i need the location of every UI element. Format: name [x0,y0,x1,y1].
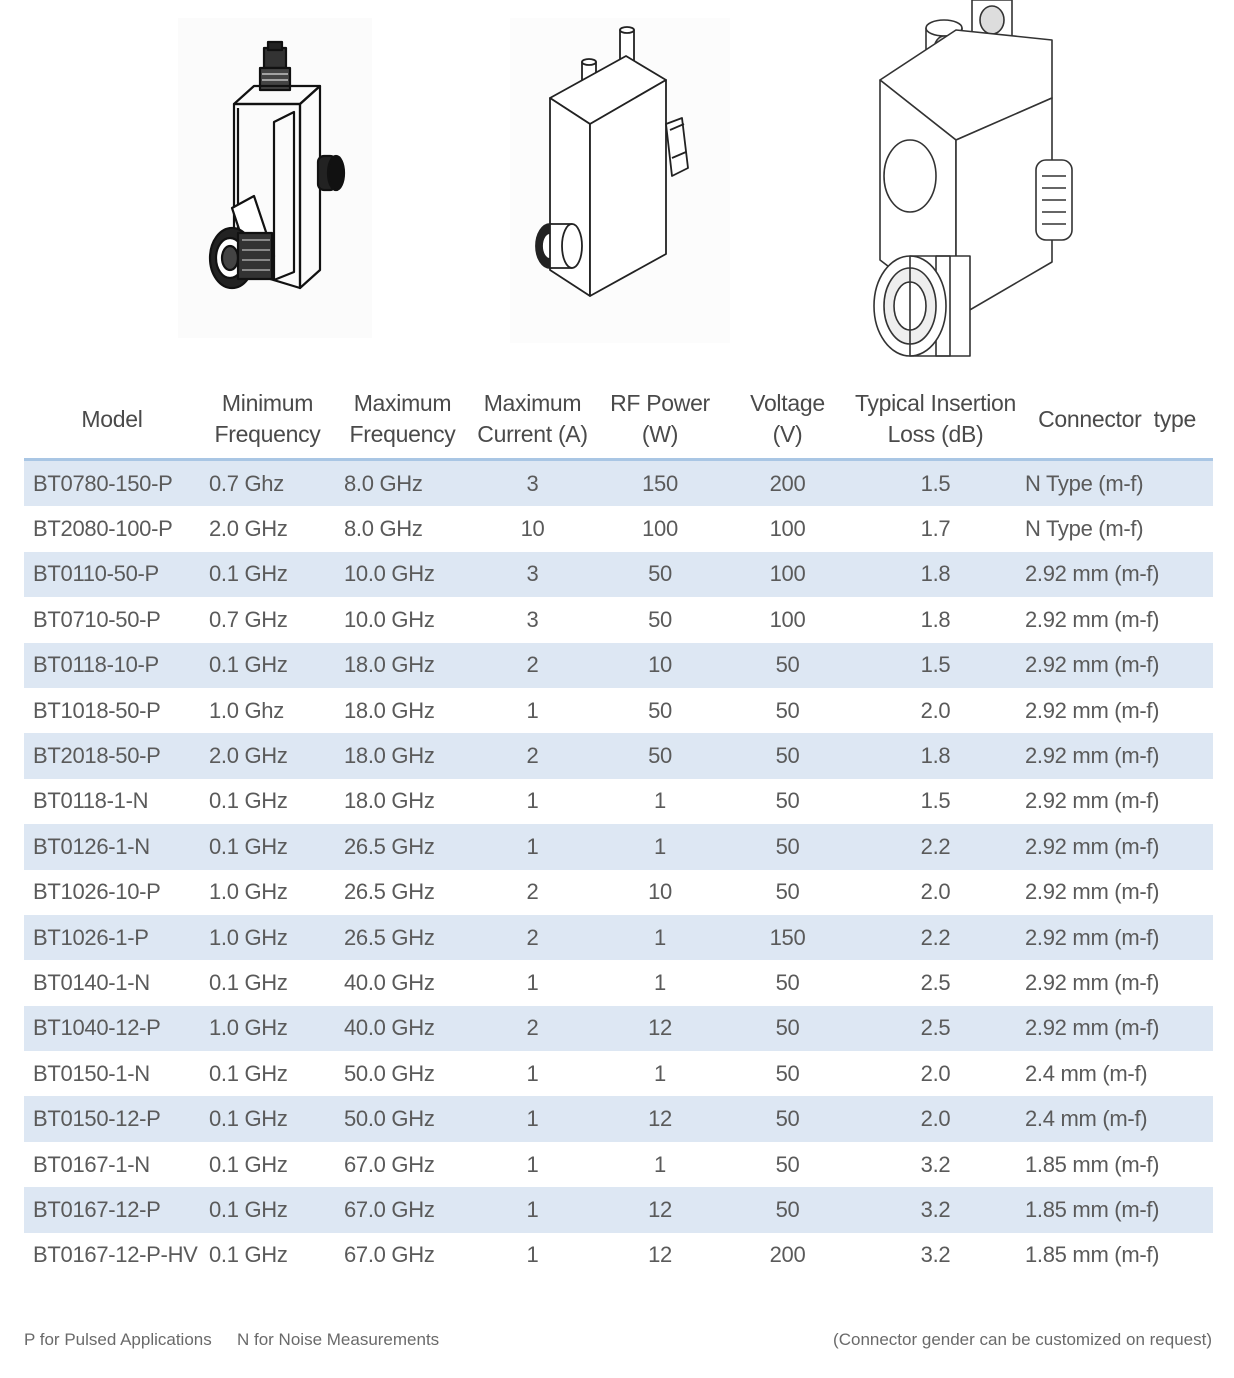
cell-voltage: 50 [725,733,850,778]
cell-max-frequency: 8.0 GHz [335,460,470,507]
cell-model: BT0167-12-P [24,1187,200,1232]
cell-model: BT0118-1-N [24,779,200,824]
cell-insertion-loss: 2.0 [850,688,1021,733]
cell-min-frequency: 0.1 GHz [200,1051,335,1096]
cell-model: BT1040-12-P [24,1006,200,1051]
cell-model: BT0118-10-P [24,643,200,688]
header-max-frequency: Maximum Frequency [335,380,470,460]
bias-tee-bnc-svg [860,0,1100,368]
bias-tee-compact-svg [178,18,372,338]
cell-max-current: 1 [470,779,595,824]
table-header-row [24,380,1213,460]
table-row [24,643,1213,688]
cell-min-frequency: 0.1 GHz [200,960,335,1005]
cell-max-current: 3 [470,552,595,597]
header-voltage: Voltage (V) [725,380,850,460]
table-row [24,552,1213,597]
cell-voltage: 50 [725,960,850,1005]
cell-max-frequency: 18.0 GHz [335,733,470,778]
cell-insertion-loss: 2.0 [850,1096,1021,1141]
cell-min-frequency: 0.1 GHz [200,1142,335,1187]
table-row [24,1051,1213,1096]
cell-min-frequency: 0.1 GHz [200,779,335,824]
cell-insertion-loss: 1.8 [850,552,1021,597]
cell-max-current: 1 [470,1051,595,1096]
cell-rf-power: 1 [595,779,725,824]
cell-model: BT1018-50-P [24,688,200,733]
table-row [24,688,1213,733]
cell-max-current: 2 [470,733,595,778]
cell-max-current: 3 [470,460,595,507]
cell-min-frequency: 1.0 GHz [200,1006,335,1051]
table-body [24,460,1213,1279]
cell-max-current: 2 [470,915,595,960]
cell-max-current: 1 [470,824,595,869]
table-row [24,460,1213,507]
cell-model: BT2080-100-P [24,506,200,551]
product-images [0,0,1234,370]
cell-max-current: 3 [470,597,595,642]
cell-rf-power: 1 [595,960,725,1005]
cell-min-frequency: 0.1 GHz [200,1233,335,1278]
table-row [24,915,1213,960]
cell-rf-power: 50 [595,552,725,597]
bias-tee-spec-table [24,380,1213,1278]
cell-model: BT0780-150-P [24,460,200,507]
cell-model: BT0167-12-P-HV [24,1233,200,1278]
cell-insertion-loss: 1.5 [850,779,1021,824]
cell-max-frequency: 50.0 GHz [335,1051,470,1096]
cell-max-frequency: 26.5 GHz [335,915,470,960]
table-row [24,1096,1213,1141]
cell-max-frequency: 18.0 GHz [335,643,470,688]
cell-model: BT0710-50-P [24,597,200,642]
cell-min-frequency: 2.0 GHz [200,506,335,551]
cell-connector-type: 2.92 mm (m-f) [1021,552,1213,597]
cell-model: BT1026-1-P [24,915,200,960]
cell-model: BT1026-10-P [24,870,200,915]
table-row [24,824,1213,869]
cell-connector-type: 2.92 mm (m-f) [1021,1006,1213,1051]
cell-max-current: 1 [470,1142,595,1187]
cell-rf-power: 50 [595,688,725,733]
cell-voltage: 100 [725,506,850,551]
cell-rf-power: 10 [595,870,725,915]
header-max-current: Maximum Current (A) [470,380,595,460]
cell-voltage: 50 [725,688,850,733]
cell-max-current: 1 [470,1233,595,1278]
cell-connector-type: 2.92 mm (m-f) [1021,779,1213,824]
bias-tee-dual-post-drawing [510,18,730,343]
cell-max-frequency: 40.0 GHz [335,960,470,1005]
cell-max-frequency: 67.0 GHz [335,1142,470,1187]
header-insertion-loss: Typical Insertion Loss (dB) [850,380,1021,460]
cell-rf-power: 12 [595,1096,725,1141]
cell-max-current: 10 [470,506,595,551]
footnote-connector-gender: (Connector gender can be customized on request) [833,1330,1212,1349]
cell-insertion-loss: 2.2 [850,915,1021,960]
cell-connector-type: 2.92 mm (m-f) [1021,597,1213,642]
cell-max-frequency: 50.0 GHz [335,1096,470,1141]
header-connector-type: Connector type [1021,380,1213,460]
cell-rf-power: 12 [595,1233,725,1278]
cell-min-frequency: 1.0 Ghz [200,688,335,733]
cell-model: BT2018-50-P [24,733,200,778]
cell-voltage: 50 [725,1187,850,1232]
cell-min-frequency: 0.1 GHz [200,643,335,688]
cell-connector-type: 2.4 mm (m-f) [1021,1051,1213,1096]
cell-max-frequency: 26.5 GHz [335,824,470,869]
cell-voltage: 50 [725,1006,850,1051]
cell-max-frequency: 40.0 GHz [335,1006,470,1051]
cell-max-frequency: 8.0 GHz [335,506,470,551]
header-rf-power: RF Power (W) [595,380,725,460]
cell-max-frequency: 18.0 GHz [335,779,470,824]
cell-max-frequency: 26.5 GHz [335,870,470,915]
cell-rf-power: 1 [595,824,725,869]
table-row [24,870,1213,915]
cell-model: BT0126-1-N [24,824,200,869]
cell-min-frequency: 0.1 GHz [200,552,335,597]
footnote-noise: N for Noise Measurements [237,1330,440,1349]
cell-max-current: 2 [470,1006,595,1051]
cell-rf-power: 1 [595,1051,725,1096]
cell-max-current: 1 [470,960,595,1005]
cell-min-frequency: 0.1 GHz [200,1096,335,1141]
cell-min-frequency: 0.1 GHz [200,824,335,869]
cell-connector-type: N Type (m-f) [1021,506,1213,551]
cell-connector-type: 1.85 mm (m-f) [1021,1187,1213,1232]
cell-max-current: 1 [470,1187,595,1232]
cell-insertion-loss: 2.5 [850,960,1021,1005]
cell-insertion-loss: 1.5 [850,460,1021,507]
cell-voltage: 50 [725,1096,850,1141]
cell-voltage: 200 [725,460,850,507]
cell-model: BT0150-12-P [24,1096,200,1141]
cell-connector-type: 2.92 mm (m-f) [1021,915,1213,960]
cell-min-frequency: 1.0 GHz [200,870,335,915]
cell-insertion-loss: 1.7 [850,506,1021,551]
cell-rf-power: 12 [595,1006,725,1051]
cell-voltage: 50 [725,643,850,688]
cell-insertion-loss: 2.0 [850,870,1021,915]
bias-tee-dual-post-svg [510,18,730,343]
cell-voltage: 200 [725,1233,850,1278]
cell-insertion-loss: 3.2 [850,1187,1021,1232]
cell-connector-type: 2.92 mm (m-f) [1021,960,1213,1005]
cell-rf-power: 10 [595,643,725,688]
cell-rf-power: 1 [595,915,725,960]
bias-tee-compact-drawing [178,18,372,338]
cell-voltage: 50 [725,1142,850,1187]
cell-voltage: 50 [725,870,850,915]
table-row [24,1187,1213,1232]
cell-insertion-loss: 2.0 [850,1051,1021,1096]
cell-min-frequency: 1.0 GHz [200,915,335,960]
cell-connector-type: 2.92 mm (m-f) [1021,643,1213,688]
table-row [24,1233,1213,1278]
cell-rf-power: 50 [595,597,725,642]
cell-model: BT0110-50-P [24,552,200,597]
cell-connector-type: 1.85 mm (m-f) [1021,1233,1213,1278]
cell-insertion-loss: 1.8 [850,733,1021,778]
cell-max-current: 2 [470,643,595,688]
cell-connector-type: 1.85 mm (m-f) [1021,1142,1213,1187]
cell-min-frequency: 0.1 GHz [200,1187,335,1232]
cell-insertion-loss: 2.5 [850,1006,1021,1051]
cell-voltage: 50 [725,1051,850,1096]
footnote-pulsed: P for Pulsed Applications [24,1330,212,1349]
cell-voltage: 50 [725,824,850,869]
cell-connector-type: 2.92 mm (m-f) [1021,870,1213,915]
header-model: Model [24,380,200,460]
cell-insertion-loss: 3.2 [850,1233,1021,1278]
cell-min-frequency: 2.0 GHz [200,733,335,778]
table-row [24,779,1213,824]
cell-voltage: 100 [725,552,850,597]
cell-max-current: 1 [470,688,595,733]
header-min-frequency: Minimum Frequency [200,380,335,460]
cell-connector-type: 2.92 mm (m-f) [1021,824,1213,869]
cell-max-frequency: 10.0 GHz [335,552,470,597]
cell-insertion-loss: 1.5 [850,643,1021,688]
table-row [24,960,1213,1005]
cell-voltage: 50 [725,779,850,824]
cell-rf-power: 1 [595,1142,725,1187]
cell-model: BT0150-1-N [24,1051,200,1096]
table-row [24,1142,1213,1187]
cell-rf-power: 12 [595,1187,725,1232]
cell-max-frequency: 67.0 GHz [335,1187,470,1232]
cell-insertion-loss: 2.2 [850,824,1021,869]
cell-max-frequency: 10.0 GHz [335,597,470,642]
cell-max-current: 2 [470,870,595,915]
cell-connector-type: 2.4 mm (m-f) [1021,1096,1213,1141]
cell-voltage: 150 [725,915,850,960]
cell-rf-power: 150 [595,460,725,507]
table-row [24,597,1213,642]
cell-insertion-loss: 1.8 [850,597,1021,642]
table-row [24,506,1213,551]
table-row [24,1006,1213,1051]
bias-tee-bnc-drawing [860,0,1100,368]
cell-connector-type: 2.92 mm (m-f) [1021,733,1213,778]
cell-max-current: 1 [470,1096,595,1141]
cell-rf-power: 50 [595,733,725,778]
cell-connector-type: 2.92 mm (m-f) [1021,688,1213,733]
cell-max-frequency: 18.0 GHz [335,688,470,733]
cell-min-frequency: 0.7 Ghz [200,460,335,507]
cell-rf-power: 100 [595,506,725,551]
table-row [24,733,1213,778]
cell-min-frequency: 0.7 GHz [200,597,335,642]
cell-insertion-loss: 3.2 [850,1142,1021,1187]
cell-model: BT0140-1-N [24,960,200,1005]
cell-connector-type: N Type (m-f) [1021,460,1213,507]
cell-model: BT0167-1-N [24,1142,200,1187]
cell-voltage: 100 [725,597,850,642]
cell-max-frequency: 67.0 GHz [335,1233,470,1278]
